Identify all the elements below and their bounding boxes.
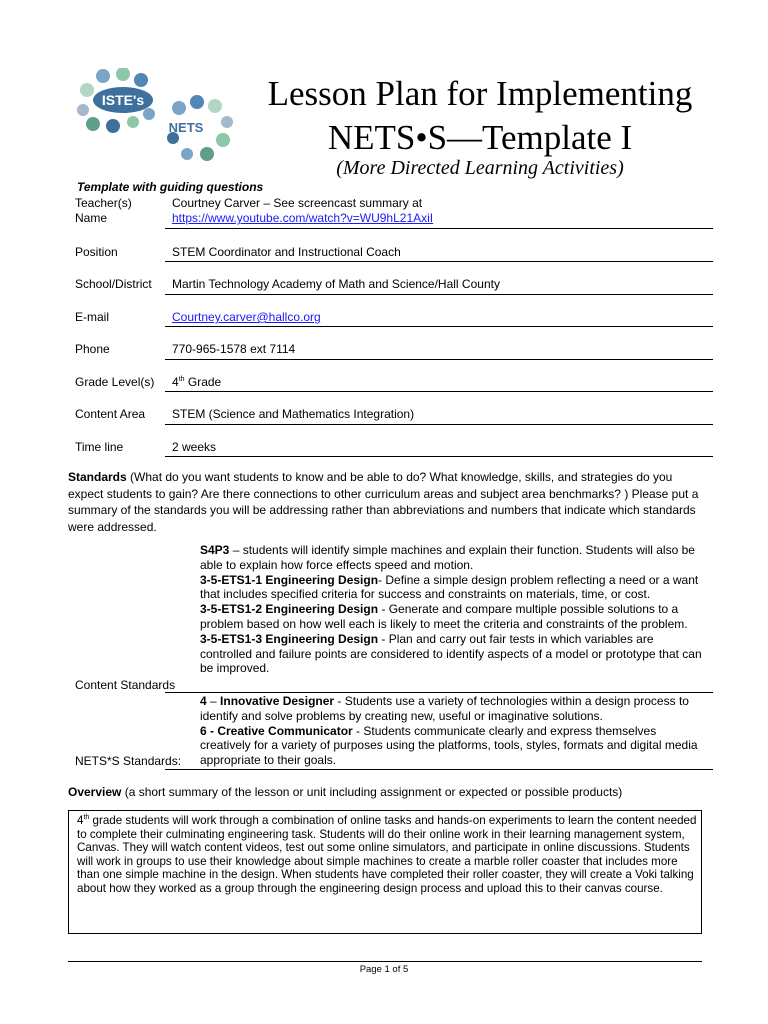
guiding-label: Template with guiding questions	[77, 180, 264, 194]
school-value: Martin Technology Academy of Math and Science/Hall County	[172, 277, 500, 291]
phone-rule	[165, 359, 713, 360]
overview-intro: Overview (a short summary of the lesson or unit including assignment or expected or possible products)	[68, 785, 623, 799]
phone-value: 770-965-1578 ext 7114	[172, 342, 296, 356]
content-area-value: STEM (Science and Mathematics Integration)	[172, 407, 415, 421]
email-link[interactable]: Courtney.carver@hallco.org	[172, 310, 321, 324]
page-number: Page 1 of 5	[359, 964, 409, 975]
grade-rule	[165, 391, 713, 392]
teacher-label-1: Teacher(s)	[75, 196, 132, 210]
content-standards-label: Content Standards	[75, 678, 176, 692]
title-line-2: NETS•S—Template I	[327, 118, 633, 157]
phone-label: Phone	[75, 342, 110, 356]
school-label: School/District	[75, 277, 152, 291]
title-line-1: Lesson Plan for Implementing	[267, 74, 693, 113]
iste-nets-logo	[73, 68, 238, 168]
standards-heading: Standards	[68, 470, 127, 484]
content-standards-list	[200, 543, 708, 676]
position-value: STEM Coordinator and Instructional Coach	[172, 245, 401, 259]
footer-rule	[68, 961, 702, 962]
position-label: Position	[75, 245, 118, 259]
timeline-label: Time line	[75, 440, 124, 454]
timeline-rule	[165, 456, 713, 457]
nets-standards-list	[200, 694, 708, 768]
svg-text:NETS: NETS	[168, 120, 204, 135]
nets-standards-label: NETS*S Standards:	[75, 754, 182, 768]
standards-intro: Standards (What do you want students to know and be able to do? What knowledge, skills, and strategies do you expect students to gain? Are there connections to other curriculum areas and subject area benchmarks? ) Please put a summary of the standards you will be addressing rather than abbreviations and numbers that indicate which standards were addressed.	[68, 470, 699, 534]
subtitle: (More Directed Learning Activities)	[336, 157, 624, 179]
content-standard-item: S4P3 – students will identify simple machines and explain their function. Students will also be able to explain how force effects speed and motion.	[200, 543, 695, 572]
svg-text:ISTE's: ISTE's	[101, 92, 145, 108]
timeline-value: 2 weeks	[172, 440, 217, 454]
position-rule	[165, 261, 713, 262]
email-rule	[165, 326, 713, 327]
screencast-link[interactable]: https://www.youtube.com/watch?v=WU9hL21AxiI	[172, 211, 434, 225]
grade-value: 4th Grade	[172, 375, 222, 389]
email-label: E-mail	[75, 310, 110, 324]
nets-standard-item: 6 - Creative Communicator - Students communicate clearly and express themselves creatively for a variety of purposes using the platforms, tools, styles, formats and digital media appropriate to their goals.	[200, 723, 698, 768]
content-standard-item: 3-5-ETS1-3 Engineering Design - Plan and carry out fair tests in which variables are controlled and failure points are considered to identify aspects of a model or prototype that can be improved.	[200, 631, 702, 676]
content-standard-item: 3-5-ETS1-2 Engineering Design - Generate and compare multiple possible solutions to a problem based on how well each is likely to meet the criteria and constraints of the problem.	[200, 602, 688, 631]
overview-heading: Overview	[68, 785, 122, 799]
nets-standards-rule	[165, 769, 713, 770]
school-rule	[165, 294, 713, 295]
teacher-rule	[165, 228, 713, 229]
overview-text: 4th grade students will work through a combination of online tasks and hands-on experiments to learn the content needed to complete their culminating engineering task. Students will do their online work in their learning management system, Canvas. They will watch content videos, test out some online simulators, and participate in online discussions. Students will work in groups to use their knowledge about simple machines to create a marble roller coaster that includes more than one simple machine in the design. When students have completed their roller coaster, they will create a Voki talking about how they worked as a group through the engineering design process and upload this to their canvas course.	[77, 814, 697, 895]
nets-standard-item: 4 – Innovative Designer - Students use a variety of technologies within a design process to identify and solve problems by creating new, useful or imaginative solutions.	[200, 694, 689, 723]
content-standard-item: 3-5-ETS1-1 Engineering Design- Define a simple design problem reflecting a need or a want that includes specified criteria for success and constraints on materials, time, or cost.	[200, 572, 699, 602]
grade-label: Grade Level(s)	[75, 375, 155, 389]
content-standards-rule	[165, 692, 713, 693]
content-area-label: Content Area	[75, 407, 146, 421]
teacher-value: Courtney Carver – See screencast summary at	[172, 196, 423, 210]
teacher-label-2: Name	[75, 211, 108, 225]
content-area-rule	[165, 424, 713, 425]
